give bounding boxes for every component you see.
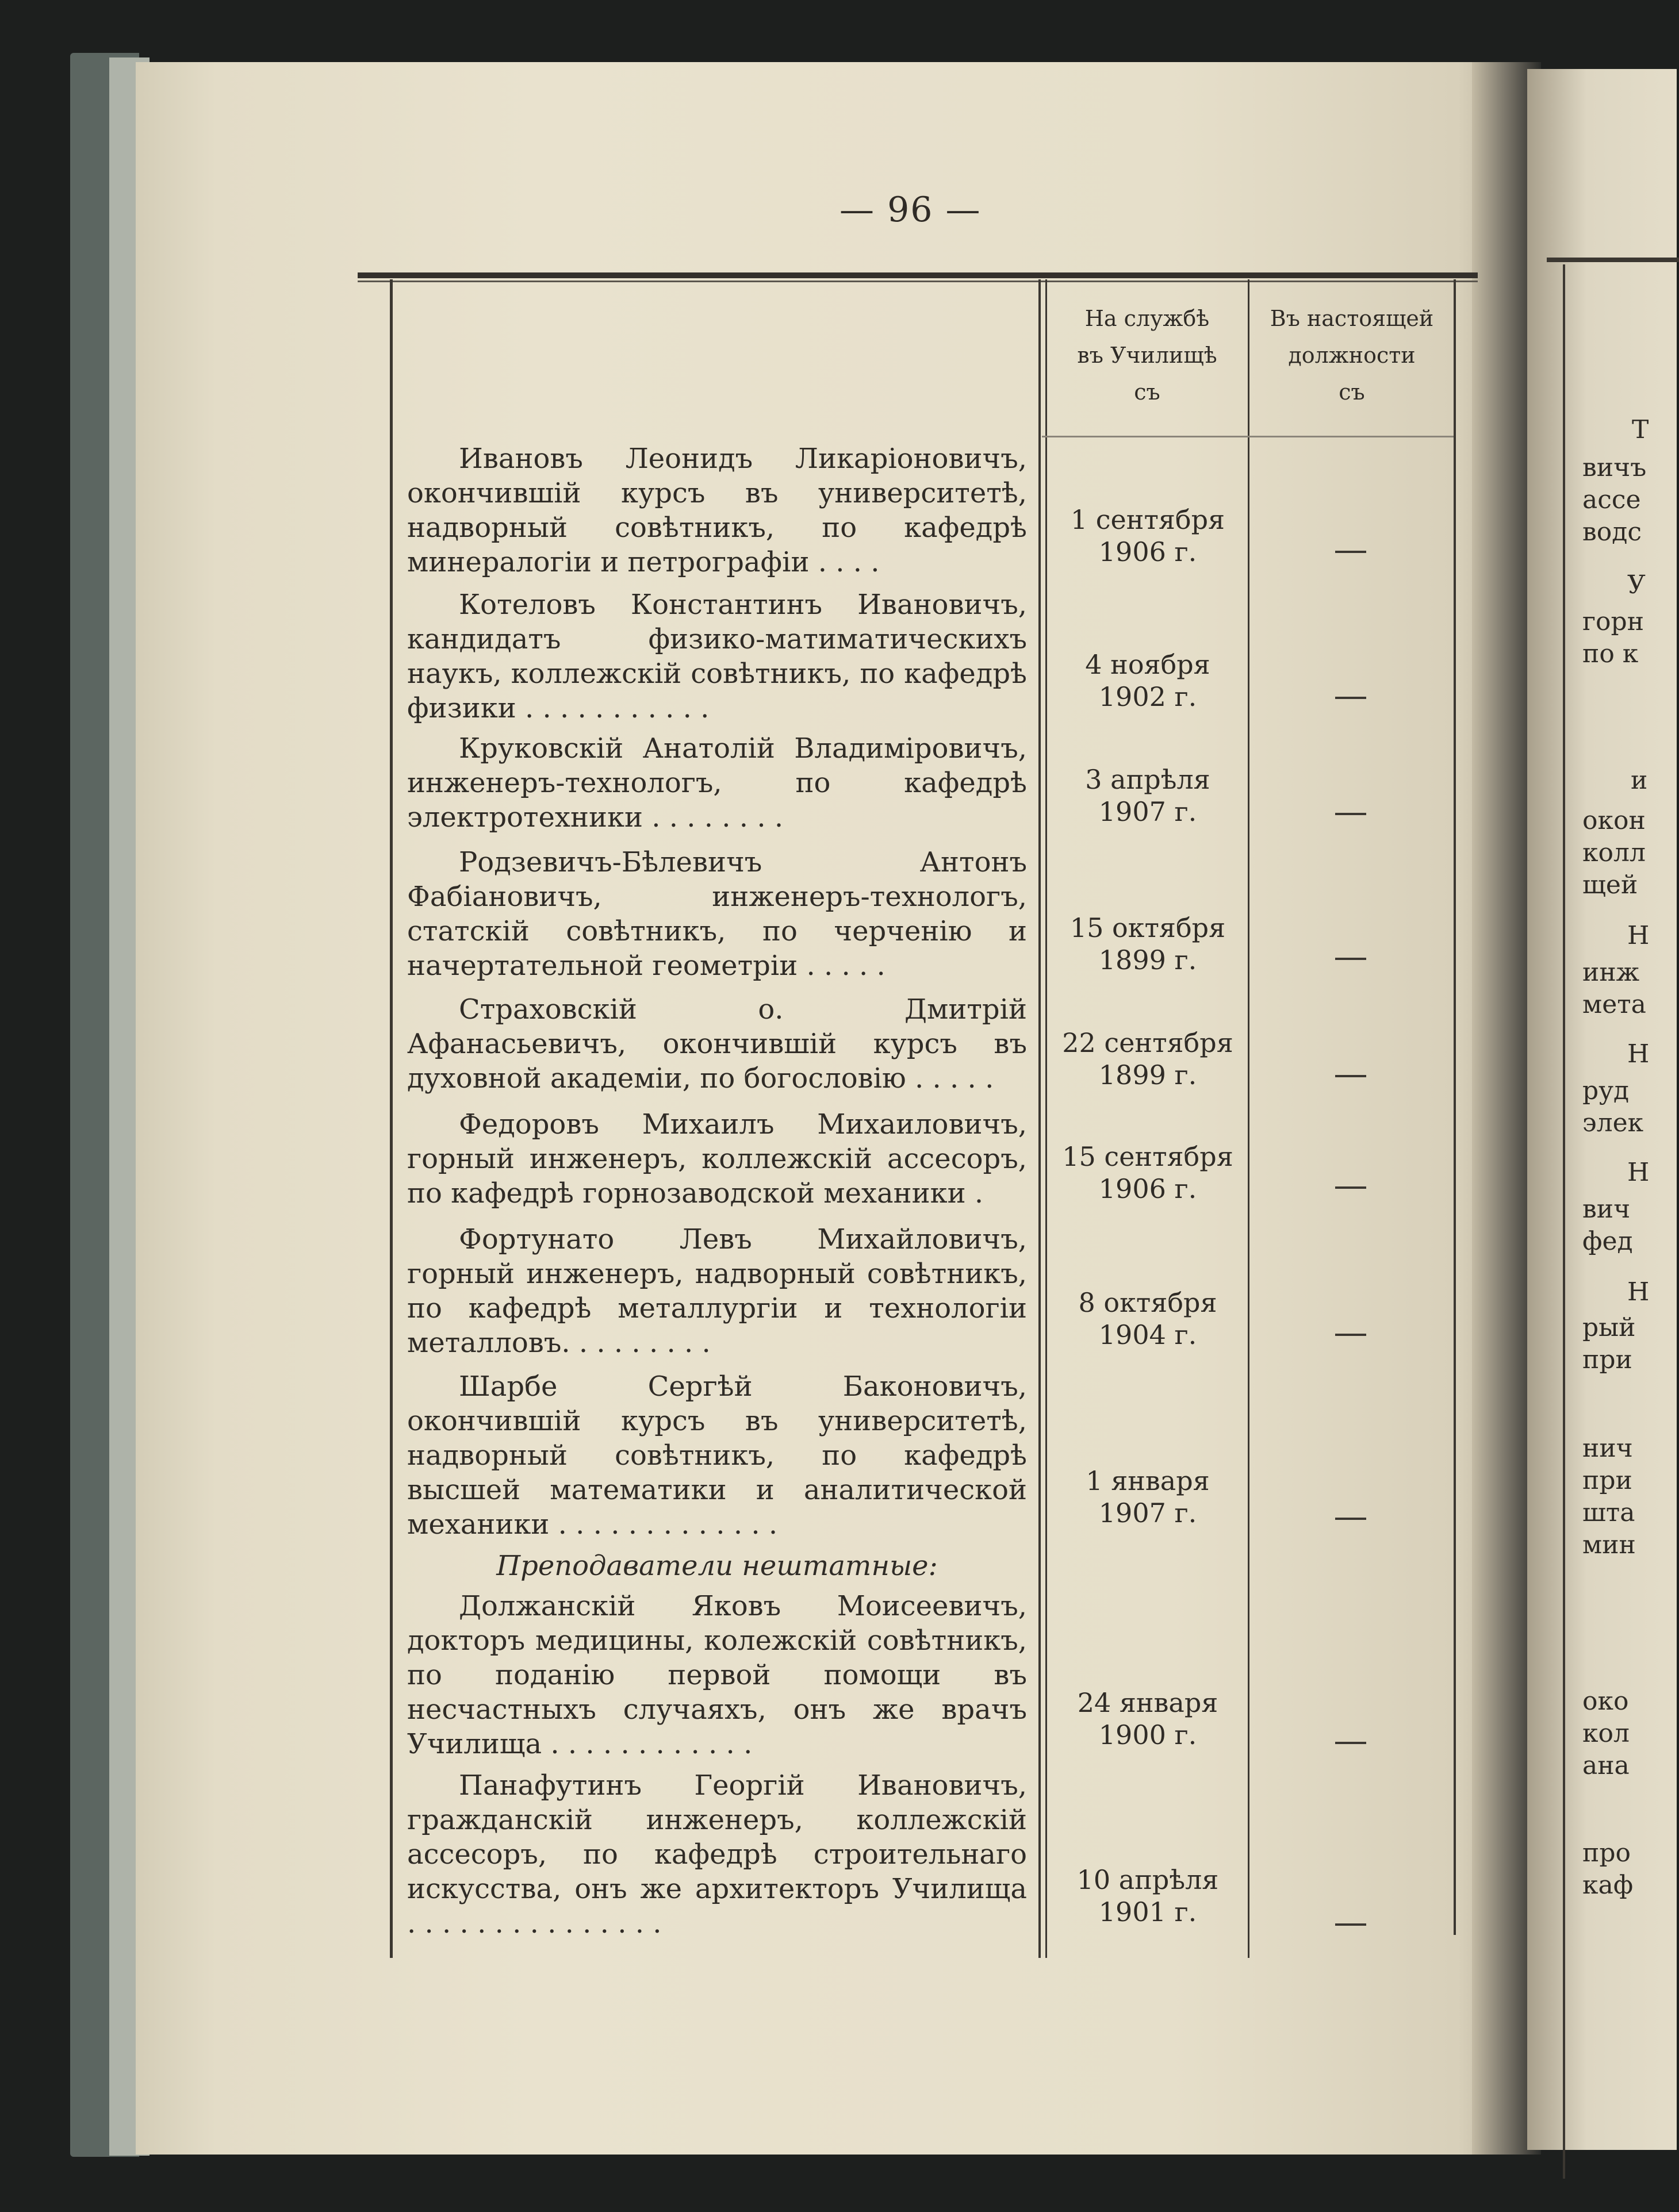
right-page-text: вичъ — [1582, 453, 1647, 482]
staff-entry: Федоровъ Михаилъ Михаиловичъ, горный инженеръ, коллежскій ассесоръ, по кафедрѣ горнозаводской механики . — [407, 1108, 1027, 1209]
service-date: 8 октября 1904 г. — [1078, 1287, 1217, 1350]
right-page-rule — [1547, 258, 1679, 262]
position-date-dash — [1335, 697, 1366, 699]
column-header-service-school: На службѣ въ Училищѣ съ — [1077, 306, 1217, 405]
right-page-text: ассе — [1582, 485, 1641, 514]
right-page-text: Н — [1627, 921, 1650, 950]
staff-entry: Панафутинъ Георгій Ивановичъ, гражданскій инженеръ, коллежскій ассесоръ, по кафедрѣ строительнаго искусства, онъ же архитекторъ Училища . . . . . . . . . . . . . . . — [407, 1769, 1027, 1940]
column-divider-1b — [1045, 279, 1047, 1958]
position-date-dash — [1335, 1742, 1366, 1744]
right-page-text: мета — [1582, 990, 1646, 1019]
service-date: 3 апрѣля 1907 г. — [1085, 764, 1210, 827]
right-page-text: ана — [1582, 1751, 1630, 1780]
right-page-text: Н — [1627, 1277, 1650, 1307]
right-page-text: шта — [1582, 1498, 1635, 1527]
service-date: 10 апрѣля 1901 г. — [1076, 1864, 1219, 1927]
staff-entry: Котеловъ Константинъ Ивановичъ, кандидатъ физико-матиматическихъ наукъ, коллежскій совѣтникъ, по кафедрѣ физики . . . . . . . . . . . — [407, 589, 1027, 724]
right-page-text: при — [1582, 1345, 1632, 1374]
right-page-text: и — [1631, 766, 1648, 795]
right-page-text: по к — [1582, 639, 1639, 669]
service-date: 15 октября 1899 г. — [1070, 912, 1226, 976]
right-page-text: инж — [1582, 958, 1640, 987]
right-page-text: рый — [1582, 1313, 1636, 1342]
right-page-text: окон — [1582, 806, 1646, 835]
right-page-text: Н — [1627, 1158, 1650, 1187]
position-date-dash — [1335, 1923, 1366, 1926]
right-page-text: У — [1627, 570, 1646, 600]
staff-entry: Круковскій Анатолій Владиміровичъ, инженеръ-технологъ, по кафедрѣ электротехники . . . . . . . . — [407, 732, 1027, 834]
right-page-text: Н — [1627, 1039, 1650, 1069]
right-page-text: руд — [1582, 1076, 1630, 1105]
right-page-text: элек — [1582, 1108, 1644, 1138]
position-date-dash — [1335, 551, 1366, 553]
right-page-text: горн — [1582, 607, 1644, 636]
right-page-text: Т — [1632, 415, 1649, 444]
table-right-border — [1454, 279, 1456, 1935]
right-page-text: вич — [1582, 1195, 1631, 1224]
staff-entry: Родзевичъ-Бѣлевичъ Антонъ Фабіановичъ, инженеръ-технологъ, статскій совѣтникъ, по черченію и начертательной геометріи . . . . . — [407, 846, 1027, 982]
position-date-dash — [1335, 1186, 1366, 1189]
position-date-dash — [1335, 958, 1366, 960]
right-page-text: фед — [1582, 1227, 1633, 1256]
service-date: 1 января 1907 г. — [1086, 1465, 1210, 1529]
right-page-text: око — [1582, 1687, 1629, 1716]
right-page-text: водс — [1582, 517, 1642, 547]
service-date: 15 сентября 1906 г. — [1062, 1141, 1233, 1204]
staff-entry: Должанскій Яковъ Моисеевичъ, докторъ медицины, колежскій совѣтникъ, по поданію первой помощи въ несчастныхъ случаяхъ, онъ же врачъ Училища . . . . . . . . . . . . — [407, 1590, 1027, 1760]
right-page-text: кол — [1582, 1719, 1630, 1748]
right-page-column-line — [1563, 264, 1565, 2179]
staff-entry: Страховскій о. Дмитрій Афанасьевичъ, окончившій курсъ въ духовной академіи, по богословію . . . . . — [407, 993, 1027, 1095]
service-date: 22 сентября 1899 г. — [1062, 1027, 1233, 1090]
right-page-text: при — [1582, 1466, 1632, 1495]
position-date-dash — [1335, 1518, 1366, 1520]
position-date-dash — [1335, 813, 1366, 815]
table-left-border — [390, 279, 393, 1958]
table-top-rule — [358, 272, 1478, 278]
right-page-text: колл — [1582, 838, 1646, 867]
table-top-rule-thin — [358, 281, 1478, 282]
page-number: — 96 — — [839, 190, 982, 230]
staff-entry: Фортунато Левъ Михайловичъ, горный инженеръ, надворный совѣтникъ, по кафедрѣ металлургіи и технологіи металловъ. . . . . . . . . — [407, 1223, 1027, 1359]
column-header-service-position: Въ настоящей должности съ — [1270, 306, 1434, 405]
section-subheading: Преподаватели нештатные: — [496, 1550, 938, 1582]
staff-entry: Шарбе Сергѣй Баконовичъ, окончившій курсъ въ университетѣ, надворный совѣтникъ, по кафедрѣ высшей математики и аналитической механики . . . . . . . . . . . . . — [407, 1370, 1027, 1541]
position-date-dash — [1335, 1334, 1366, 1336]
staff-entry: Ивановъ Леонидъ Ликаріоновичъ, окончившій курсъ въ университетѣ, надворный совѣтникъ, по кафедрѣ минералогіи и петрографіи . . . . — [407, 443, 1027, 578]
right-page-text: нич — [1582, 1434, 1633, 1463]
service-date: 1 сентября 1906 г. — [1070, 504, 1225, 567]
right-page-text: про — [1582, 1838, 1631, 1868]
position-date-dash — [1335, 1075, 1366, 1077]
column-divider-2 — [1248, 279, 1249, 1958]
right-page-text: каф — [1582, 1871, 1634, 1900]
service-date: 4 ноября 1902 г. — [1085, 649, 1210, 712]
column-divider-1 — [1038, 279, 1041, 1958]
right-page-text: щей — [1582, 870, 1638, 900]
header-bottom-rule — [1042, 436, 1454, 437]
right-page-text: мин — [1582, 1530, 1636, 1560]
service-date: 24 января 1900 г. — [1077, 1687, 1218, 1750]
